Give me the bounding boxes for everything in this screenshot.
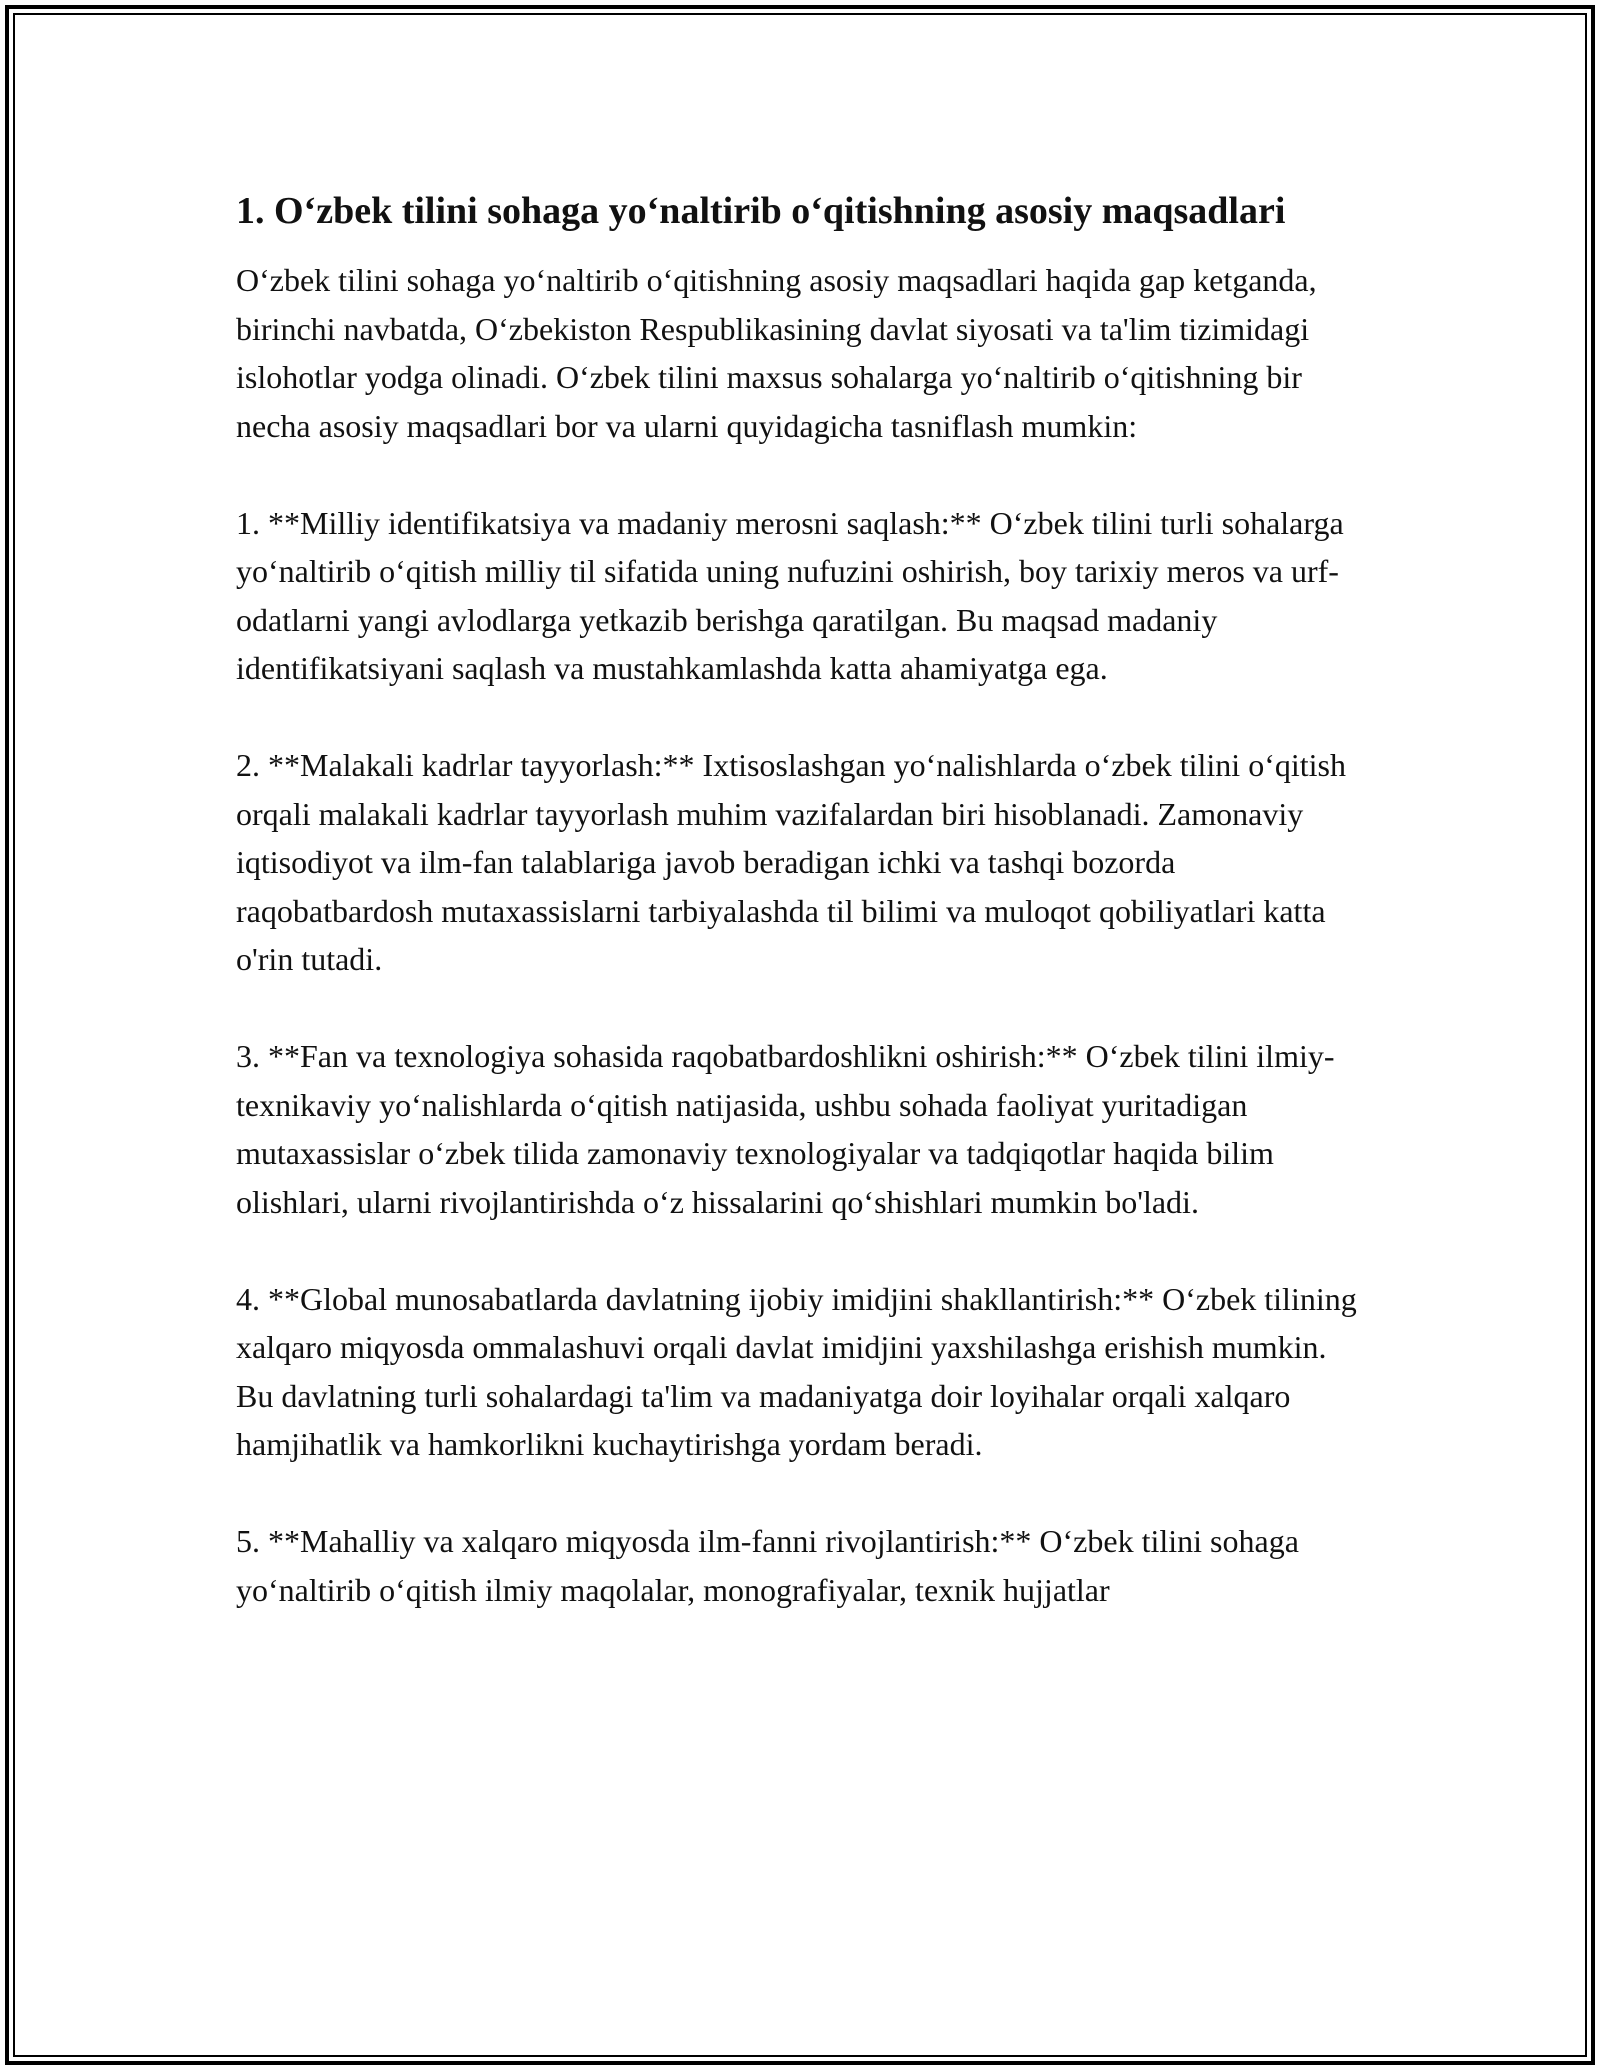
list-item-5: 5. **Mahalliy va xalqaro miqyosda ilm-fanni rivojlantirish:** O‘zbek tilini sohaga yo‘naltirib o‘qitish ilmiy maqolalar, monografiyalar, texnik hujjatlar [236, 1523, 1299, 1608]
page-title: 1. O‘zbek tilini sohaga yo‘naltirib o‘qitishning asosiy maqsadlari [236, 190, 1286, 232]
list-item-4: 4. **Global munosabatlarda davlatning ijobiy imidjini shakllantirish:** O‘zbek tilining xalqaro miqyosda ommalashuvi orqali davlat imidjini yaxshilashga erishish mumkin. Bu davlatning turli sohalardagi ta'lim va madaniyatga doir loyihalar orqali xalqaro hamjihatlik va hamkorlikni kuchaytirishga yordam beradi. [236, 1280, 1357, 1462]
intro-paragraph: O‘zbek tilini sohaga yo‘naltirib o‘qitishning asosiy maqsadlari haqida gap ketganda, birinchi navbatda, O‘zbekiston Respublikasining davlat siyosati va ta'lim tizimidagi islohotlar yodga olinadi. O‘zbek tilini maxsus sohalarga yo‘naltirib o‘qitishning bir necha asosiy maqsadlari bor va ularni quyidagicha tasniflash mumkin: [236, 262, 1317, 444]
list-item-2: 2. **Malakali kadrlar tayyorlash:** Ixtisoslashgan yo‘nalishlarda o‘zbek tilini o‘qitish orqali malakali kadrlar tayyorlash muhim vazifalardan biri hisoblanadi. Zamonaviy iqtisodiyot va ilm-fan talablariga javob beradigan ichki va tashqi bozorda raqobatbardosh mutaxassislarni tarbiyalashda til bilimi va muloqot qobiliyatlari katta o'rin tutadi. [236, 747, 1346, 977]
list-item-1: 1. **Milliy identifikatsiya va madaniy merosni saqlash:** O‘zbek tilini turli sohalarga yo‘naltirib o‘qitish milliy til sifatida uning nufuzini oshirish, boy tarixiy meros va urf-odatlarni yangi avlodlarga yetkazib berishga qaratilgan. Bu maqsad madaniy identifikatsiyani saqlash va mustahkamlashda katta ahamiyatga ega. [236, 504, 1344, 686]
list-item-3: 3. **Fan va texnologiya sohasida raqobatbardoshlikni oshirish:** O‘zbek tilini ilmiy-texnikaviy yo‘nalishlarda o‘qitish natijasida, ushbu sohada faoliyat yuritadigan mutaxassislar o‘zbek tilida zamonaviy texnologiyalar va tadqiqotlar haqida bilim olishlari, ularni rivojlantirishda o‘z hissalarini qo‘shishlari mumkin bo'ladi. [236, 1038, 1335, 1220]
document-body [236, 184, 1366, 1663]
